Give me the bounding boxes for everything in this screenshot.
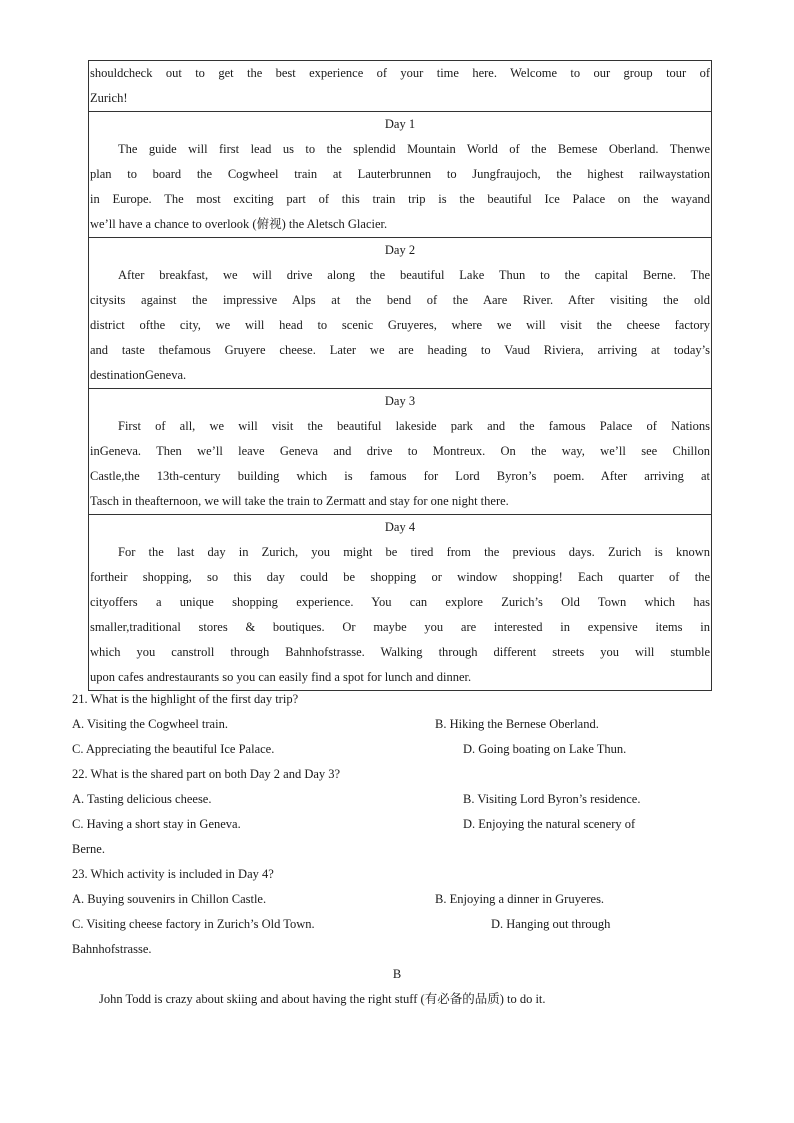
option-b: B. Visiting Lord Byron’s residence. bbox=[463, 792, 641, 806]
day-4-cell bbox=[89, 514, 711, 690]
option-continuation bbox=[72, 937, 732, 962]
day-text-line: which you canstroll through Bahnhofstrasse. Walking through different streets you will stumble bbox=[90, 645, 710, 659]
day-text-line: The guide will first lead us to the splendid Mountain World of the Bemese Oberland. Thenwe bbox=[118, 142, 710, 156]
day-text-line: inGeneva. Then we’ll leave Geneva and drive to Montreux. On the way, we’ll see Chillon bbox=[90, 444, 710, 458]
option-d: D. Going boating on Lake Thun. bbox=[463, 742, 627, 756]
day-text-line: smaller,traditional stores & boutiques. Or maybe you are interested in expensive items in bbox=[90, 620, 710, 634]
day-text-line: cityoffers a unique shopping experience. You can explore Zurich’s Old Town which has bbox=[90, 595, 710, 609]
question-options-row bbox=[72, 712, 732, 737]
question-options-row bbox=[72, 887, 732, 912]
question-options-row bbox=[72, 737, 732, 762]
option-d-continued: Berne. bbox=[72, 842, 105, 856]
question-stem bbox=[72, 862, 732, 887]
section-b-paragraph bbox=[99, 987, 759, 1012]
day-text-line: Castle,the 13th-century building which is famous for Lord Byron’s poem. After arriving at bbox=[90, 469, 710, 483]
option-continuation bbox=[72, 837, 732, 862]
option-a: A. Visiting the Cogwheel train. bbox=[72, 717, 228, 731]
option-b: B. Hiking the Bernese Oberland. bbox=[435, 717, 599, 731]
section-b-first-line: John Todd is crazy about skiing and about having the right stuff (有必备的品质) to do it. bbox=[99, 992, 546, 1006]
option-d-continued: Bahnhofstrasse. bbox=[72, 942, 152, 956]
day-text-line: fortheir shopping, so this day could be shopping or window shopping! Each quarter of the bbox=[90, 570, 710, 584]
day-text-line: Tasch in theafternoon, we will take the train to Zermatt and stay for one night there. bbox=[90, 494, 509, 508]
day-text-line: citysits against the impressive Alps at the bend of the Aare River. After visiting the old bbox=[90, 293, 710, 307]
option-c: C. Appreciating the beautiful Ice Palace. bbox=[72, 742, 275, 756]
question-options-row bbox=[72, 787, 732, 812]
intro-line: Zurich! bbox=[90, 91, 128, 105]
question-23-stem: 23. Which activity is included in Day 4? bbox=[72, 867, 274, 881]
day-title: Day 2 bbox=[384, 243, 416, 257]
day-title: Day 4 bbox=[384, 520, 416, 534]
day-text-line: and taste thefamous Gruyere cheese. Later we are heading to Vaud Riviera, arriving at today’s bbox=[90, 343, 710, 357]
section-b-label: B bbox=[392, 967, 402, 981]
day-text-line: upon cafes andrestaurants so you can easily find a spot for lunch and dinner. bbox=[90, 670, 472, 684]
option-b: B. Enjoying a dinner in Gruyeres. bbox=[435, 892, 605, 906]
tour-itinerary-table bbox=[88, 60, 712, 691]
question-options-row bbox=[72, 912, 732, 937]
day-3-cell bbox=[89, 388, 711, 514]
day-text-line: For the last day in Zurich, you might be tired from the previous days. Zurich is known bbox=[118, 545, 710, 559]
option-a: A. Buying souvenirs in Chillon Castle. bbox=[72, 892, 267, 906]
intro-line: shouldcheck out to get the best experience of your time here. Welcome to our group tour of bbox=[90, 66, 710, 80]
day-1-cell bbox=[89, 111, 711, 237]
question-stem bbox=[72, 762, 732, 787]
question-stem bbox=[72, 687, 732, 712]
question-options-row bbox=[72, 812, 732, 837]
question-21-stem: 21. What is the highlight of the first day trip? bbox=[72, 692, 299, 706]
day-text-line: First of all, we will visit the beautiful lakeside park and the famous Palace of Nations bbox=[118, 419, 710, 433]
option-d: D. Hanging out through bbox=[491, 917, 611, 931]
option-c: C. Visiting cheese factory in Zurich’s Old Town. bbox=[72, 917, 315, 931]
option-c: C. Having a short stay in Geneva. bbox=[72, 817, 241, 831]
option-a: A. Tasting delicious cheese. bbox=[72, 792, 212, 806]
day-text-line: plan to board the Cogwheel train at Lauterbrunnen to Jungfraujoch, the highest railwaystation bbox=[90, 167, 710, 181]
day-text-line: in Europe. The most exciting part of this train trip is the beautiful Ice Palace on the wayand bbox=[90, 192, 710, 206]
day-text-line: we’ll have a chance to overlook (俯视) the Aletsch Glacier. bbox=[90, 217, 388, 231]
day-text-line: After breakfast, we will drive along the beautiful Lake Thun to the capital Berne. The bbox=[118, 268, 710, 282]
day-text-line: destinationGeneva. bbox=[90, 368, 187, 382]
day-text-line: district ofthe city, we will head to scenic Gruyeres, where we will visit the cheese factory bbox=[90, 318, 710, 332]
question-22-stem: 22. What is the shared part on both Day 2 and Day 3? bbox=[72, 767, 341, 781]
day-title: Day 3 bbox=[384, 394, 416, 408]
day-2-cell bbox=[89, 237, 711, 388]
option-d: D. Enjoying the natural scenery of bbox=[463, 817, 636, 831]
intro-cell bbox=[89, 61, 711, 111]
day-title: Day 1 bbox=[384, 117, 416, 131]
